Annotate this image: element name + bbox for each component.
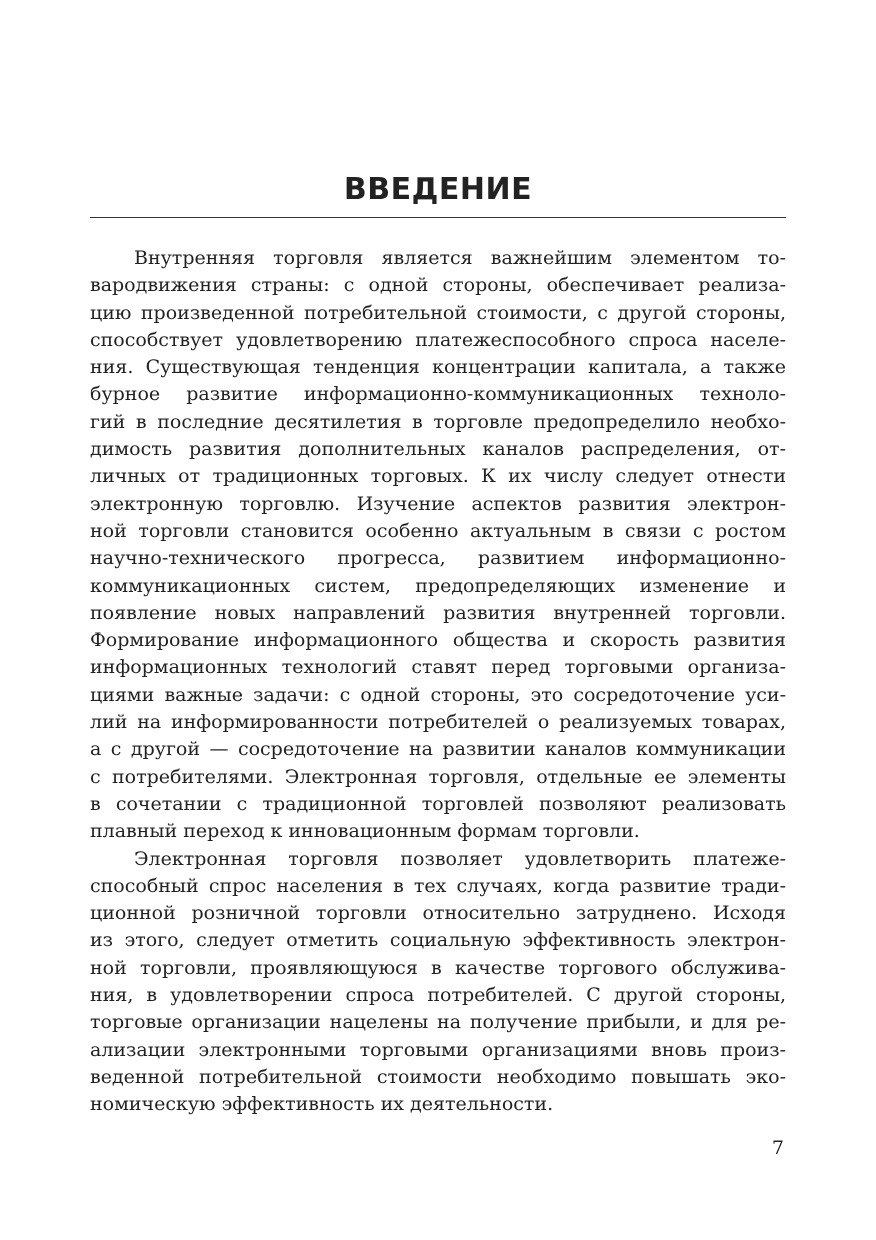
text-line: ализации электронными торговыми организациями вновь произ- xyxy=(90,1038,786,1061)
page-title: ВВЕДЕНИЕ xyxy=(343,172,533,207)
page-number: 7 xyxy=(771,1137,784,1159)
text-line: плавный переход к инновационным формам торговли. xyxy=(90,820,640,843)
paragraph-2 xyxy=(90,846,786,1119)
text-line: торговые организации нацелены на получение прибыли, и для ре- xyxy=(90,1011,786,1034)
text-line: димость развития дополнительных каналов распределения, от- xyxy=(90,438,786,461)
text-line: цию произведенной потребительной стоимости, с другой стороны, xyxy=(90,301,786,324)
text-line: лий на информированности потребителей о реализуемых товарах, xyxy=(90,711,786,734)
text-line: в сочетании с традиционной торговлей позволяют реализовать xyxy=(90,792,786,815)
text-line: ния, в удовлетворении спроса потребителей. С другой стороны, xyxy=(90,984,786,1007)
text-line: ной торговли, проявляющуюся в качестве торгового обслужива- xyxy=(90,956,786,979)
text-line: коммуникационных систем, предопределяющих изменение и xyxy=(90,574,786,597)
text-line: способный спрос населения в тех случаях, когда развитие тради- xyxy=(90,874,786,897)
text-line: информационных технологий ставят перед торговыми организа- xyxy=(90,656,786,679)
text-line: Электронная торговля позволяет удовлетворить платеже- xyxy=(134,847,786,870)
text-line: ционной розничной торговли относительно затруднено. Исходя xyxy=(90,902,786,925)
title-divider xyxy=(90,217,786,218)
text-line: вародвижения страны: с одной стороны, обеспечивает реализа- xyxy=(90,274,786,297)
text-line: циями важные задачи: с одной стороны, это сосредоточение уси- xyxy=(90,683,786,706)
text-line: Внутренняя торговля является важнейшим элементом то- xyxy=(134,247,786,269)
text-line: ния. Существующая тенденция концентрации капитала, а также xyxy=(90,356,786,379)
text-line: а с другой — сосредоточение на развитии каналов коммуникации xyxy=(90,738,786,761)
paragraph-1 xyxy=(90,245,786,846)
text-line: научно-технического прогресса, развитием информационно- xyxy=(90,547,786,570)
body-text xyxy=(90,245,786,1119)
text-line: бурное развитие информационно-коммуникационных техноло- xyxy=(90,383,786,406)
text-line: электронную торговлю. Изучение аспектов развития электрон- xyxy=(90,492,786,515)
text-line: личных от традиционных торговых. К их числу следует отнести xyxy=(90,465,786,488)
text-line: появление новых направлений развития внутренней торговли. xyxy=(90,601,786,624)
text-line: Формирование информационного общества и скорость развития xyxy=(90,629,786,652)
text-line: гий в последние десятилетия в торговле предопределило необхо- xyxy=(90,410,786,433)
text-line: способствует удовлетворению платежеспособного спроса населе- xyxy=(90,328,786,351)
text-line: ной торговли становится особенно актуальным в связи с ростом xyxy=(90,519,786,542)
text-line: веденной потребительной стоимости необходимо повышать эко- xyxy=(90,1065,786,1088)
text-line: с потребителями. Электронная торговля, отдельные ее элементы xyxy=(90,765,786,788)
text-line: из этого, следует отметить социальную эффективность электрон- xyxy=(90,929,786,952)
text-line: номическую эффективность их деятельности. xyxy=(90,1093,554,1116)
